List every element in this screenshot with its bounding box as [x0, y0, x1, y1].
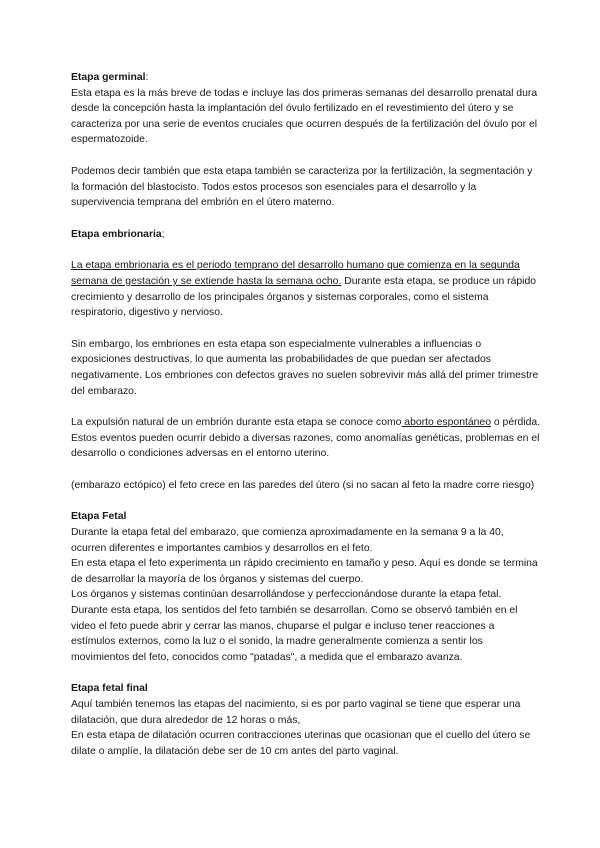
underlined-text: La etapa embrionaria es el periodo temprano del desarrollo humano que comienza en la segunda semana de gestación y se extiende hasta la semana ocho.: [71, 260, 520, 287]
paragraph: En esta etapa el feto experimenta un rápido crecimiento en tamaño y peso. Aquí es donde se termina de desarrollar la mayoría de los órganos y sistemas del cuerpo.: [71, 558, 538, 585]
document-body: [71, 70, 541, 759]
paragraph: Esta etapa es la más breve de todas e incluye las dos primeras semanas del desarrollo prenatal dura desde la concepción hasta la implantación del óvulo fertilizado en el revestimiento del útero y se caracteriza por una serie de eventos cruciales que ocurren después de la fertilización del óvulo por el espermatozoide.: [71, 87, 538, 146]
paragraph: Durante la etapa fetal del embarazo, que comienza aproximadamente en la semana 9 a la 40, ocurren diferentes e importantes cambios y desarrollos en el feto.: [71, 527, 504, 554]
section-heading: Etapa fetal final: [71, 683, 148, 695]
paragraph: La etapa embrionaria es el periodo temprano del desarrollo humano que comienza en la segunda semana de gestación y se extiende hasta la semana ocho. Durante esta etapa, se produce un rápido crecimiento y desarrollo de los principales órganos y sistemas corporales, como el sistema respiratorio, digestivo y nervioso.: [71, 260, 537, 319]
paragraph: Los órganos y sistemas continúan desarrollándose y perfeccionándose durante la etapa fetal.: [71, 589, 502, 601]
section-heading: Etapa Fetal: [71, 511, 127, 523]
section-etapa-fetal: [71, 509, 541, 665]
paragraph: En esta etapa de dilatación ocurren contracciones uterinas que ocasionan que el cuello del útero se dilate o amplíe, la dilatación debe ser de 10 cm antes del parto vaginal.: [71, 730, 531, 757]
section-etapa-germinal: [71, 70, 541, 211]
paragraph: (embarazo ectópico) el feto crece en las paredes del útero (si no sacan al feto la madre corre riesgo): [71, 479, 535, 491]
paragraph: Aquí también tenemos las etapas del nacimiento, si es por parto vaginal se tiene que esperar una dilatación, que dura alrededor de 12 horas o más,: [71, 699, 521, 726]
paragraph: Durante esta etapa, los sentidos del feto también se desarrollan. Como se observó también en el video el feto puede abrir y cerrar las manos, chuparse el pulgar e incluso tener reacciones a estímulos externos, como la luz o el sonido, la madre generalmente comienza a sentir los movimientos del feto, conocidos como "patadas", a medida que el embarazo avanza.: [71, 605, 518, 663]
section-etapa-fetal-final: [71, 681, 541, 759]
paragraph: Podemos decir también que esta etapa también se caracteriza por la fertilización, la segmentación y la formación del blastocisto. Todos estos procesos son esenciales para el desarrollo y la supervivencia temprana del embrión en el útero materno.: [71, 165, 533, 209]
section-etapa-embrionaria: [71, 227, 541, 494]
underlined-text: aborto espontáneo: [401, 417, 491, 429]
paragraph: Sin embargo, los embriones en esta etapa son especialmente vulnerables a influencias o exposiciones destructivas, lo que aumenta las probabilidades de que puedan ser afectados negativamente. Los embriones con defectos graves no suelen sobrevivir más allá del primer trimestre del embarazo.: [71, 338, 539, 397]
section-heading: Etapa embrionaria;: [71, 228, 165, 240]
paragraph: La expulsión natural de un embrión durante esta etapa se conoce como aborto espontáneo o pérdida. Estos eventos pueden ocurrir debido a diversas razones, como anomalías genéticas, problemas en el desarrollo o condiciones adversas en el entorno uterino.: [71, 417, 541, 460]
section-heading: Etapa germinal:: [71, 72, 149, 83]
